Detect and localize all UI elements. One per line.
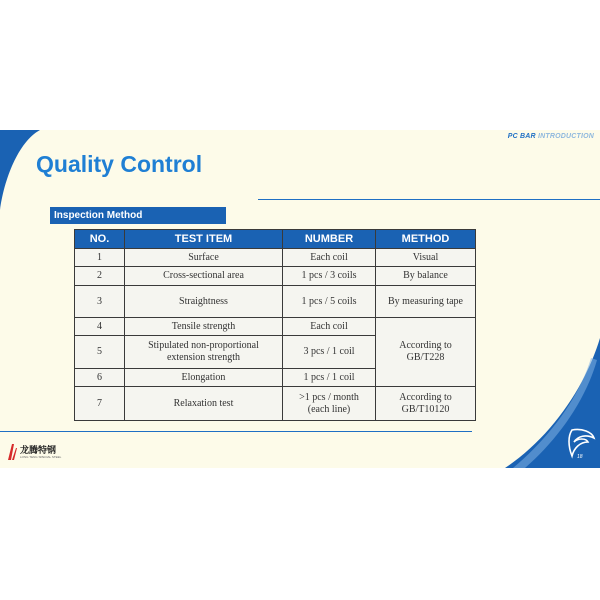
cell-number: Each coil xyxy=(283,249,376,267)
cell-method: Visual xyxy=(376,249,476,267)
page-title: Quality Control xyxy=(36,151,203,177)
cell-item: Straightness xyxy=(125,286,283,318)
table-row xyxy=(75,267,476,286)
cell-item: Surface xyxy=(125,249,283,267)
header-number: NUMBER xyxy=(283,230,376,249)
cell-item: Elongation xyxy=(125,369,283,387)
top-left-swoosh xyxy=(0,130,40,468)
cell-no: 6 xyxy=(75,369,125,387)
cell-no: 2 xyxy=(75,267,125,286)
cell-item: Relaxation test xyxy=(125,387,283,421)
cell-no: 3 xyxy=(75,286,125,318)
header-method: METHOD xyxy=(376,230,476,249)
cell-number: 1 pcs / 3 coils xyxy=(283,267,376,286)
header-divider xyxy=(258,199,600,200)
header-no: NO. xyxy=(75,230,125,249)
logo-text: 龙腾特钢 xyxy=(20,445,57,455)
cell-no: 4 xyxy=(75,318,125,336)
table-row xyxy=(75,318,476,336)
cell-number: 3 pcs / 1 coil xyxy=(283,336,376,369)
slide xyxy=(0,130,600,468)
inspection-table xyxy=(74,229,476,421)
cell-no: 1 xyxy=(75,249,125,267)
table-row xyxy=(75,286,476,318)
inspection-table-wrap xyxy=(74,229,476,421)
logo-mark-icon xyxy=(6,442,18,462)
cell-number: Each coil xyxy=(283,318,376,336)
cell-item: Stipulated non-proportional extension strength xyxy=(125,336,283,369)
table-header-row xyxy=(75,230,476,249)
cell-number: 1 pcs / 1 coil xyxy=(283,369,376,387)
table-row xyxy=(75,387,476,421)
header-tag xyxy=(508,133,594,140)
header-test-item: TEST ITEM xyxy=(125,230,283,249)
cell-item: Cross-sectional area xyxy=(125,267,283,286)
cell-no: 5 xyxy=(75,336,125,369)
company-logo xyxy=(6,442,66,464)
page-number: 18 xyxy=(577,454,583,460)
cell-number: 1 pcs / 5 coils xyxy=(283,286,376,318)
cell-method: According to GB/T10120 xyxy=(376,387,476,421)
cell-method-merged: According to GB/T228 xyxy=(376,318,476,387)
cell-method: By balance xyxy=(376,267,476,286)
cell-no: 7 xyxy=(75,387,125,421)
section-label: Inspection Method xyxy=(50,207,226,224)
header-tag-primary: PC BAR xyxy=(507,133,536,140)
header-tag-secondary: INTRODUCTION xyxy=(537,133,594,140)
table-row xyxy=(75,249,476,267)
cell-number: >1 pcs / month (each line) xyxy=(283,387,376,421)
logo-subtext: LONG TENG SPECIAL STEEL xyxy=(20,455,62,459)
footer-divider xyxy=(0,431,472,432)
cell-method: By measuring tape xyxy=(376,286,476,318)
cell-item: Tensile strength xyxy=(125,318,283,336)
